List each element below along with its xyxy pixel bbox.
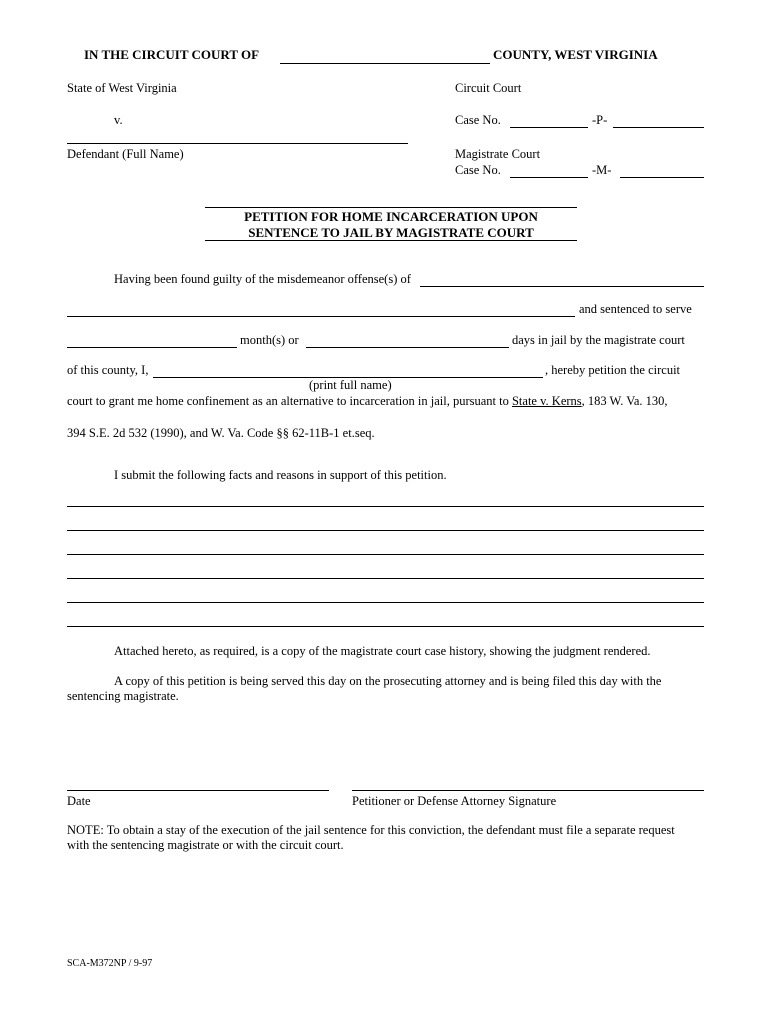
versus-label: v.: [114, 113, 123, 127]
magistrate-case-year-field[interactable]: [510, 163, 588, 178]
title-rule-bottom: [205, 240, 577, 241]
facts-line-4[interactable]: [67, 578, 704, 579]
attached-text: Attached hereto, as required, is a copy of the magistrate court case history, showing the judgment rendered.: [114, 644, 651, 658]
plaintiff-label: State of West Virginia: [67, 81, 177, 95]
offense-field-continued[interactable]: [67, 302, 575, 317]
circuit-case-year-field[interactable]: [510, 113, 588, 128]
circuit-case-sep: -P-: [592, 113, 608, 127]
days-text: days in jail by the magistrate court: [512, 333, 685, 347]
circuit-court-label: Circuit Court: [455, 81, 522, 95]
citation-rest: , 183 W. Va. 130,: [581, 394, 668, 408]
confinement-text: [67, 394, 668, 409]
offense-intro: Having been found guilty of the misdemeanor offense(s) of: [114, 272, 411, 286]
served-line-1: A copy of this petition is being served this day on the prosecuting attorney and is being filed this day with the: [114, 674, 662, 688]
citation-line-2: 394 S.E. 2d 532 (1990), and W. Va. Code §§ 62-11B-1 et.seq.: [67, 426, 375, 440]
signature-field[interactable]: [352, 790, 704, 791]
defendant-label: Defendant (Full Name): [67, 147, 184, 161]
county-name-field[interactable]: [280, 49, 490, 64]
offense-field[interactable]: [420, 272, 704, 287]
sentenced-text: and sentenced to serve: [579, 302, 692, 316]
county-text: of this county, I,: [67, 363, 149, 377]
petitioner-name-field[interactable]: [153, 363, 543, 378]
title-rule-top: [205, 207, 577, 208]
petition-text: , hereby petition the circuit: [545, 363, 681, 377]
facts-line-2[interactable]: [67, 530, 704, 531]
confinement-main: court to grant me home confinement as an alternative to incarceration in jail, pursuant to: [67, 394, 509, 408]
facts-line-3[interactable]: [67, 554, 704, 555]
signature-label: Petitioner or Defense Attorney Signature: [352, 794, 557, 808]
facts-line-1[interactable]: [67, 506, 704, 507]
months-text: month(s) or: [240, 333, 299, 347]
note-line-2: with the sentencing magistrate or with the circuit court.: [67, 838, 344, 852]
date-label: Date: [67, 794, 91, 808]
magistrate-court-label: Magistrate Court: [455, 147, 541, 161]
circuit-case-number-field[interactable]: [613, 113, 704, 128]
magistrate-case-number-field[interactable]: [620, 163, 704, 178]
served-line-2: sentencing magistrate.: [67, 689, 179, 703]
court-prefix: IN THE CIRCUIT COURT OF: [84, 47, 260, 62]
days-field[interactable]: [306, 333, 509, 348]
print-name-label: (print full name): [309, 378, 392, 392]
magistrate-case-sep: -M-: [592, 163, 612, 177]
defendant-name-field[interactable]: [67, 143, 408, 144]
form-id: SCA-M372NP / 9-97: [67, 958, 153, 969]
facts-intro: I submit the following facts and reasons in support of this petition.: [114, 468, 447, 482]
county-suffix: COUNTY, WEST VIRGINIA: [493, 47, 658, 62]
note-line-1: NOTE: To obtain a stay of the execution of the jail sentence for this conviction, the defendant must file a separate request: [67, 823, 675, 837]
circuit-case-no-label: Case No.: [455, 113, 501, 127]
case-citation: State v. Kerns: [511, 394, 582, 408]
title-line-1: PETITION FOR HOME INCARCERATION UPON: [244, 209, 538, 224]
magistrate-case-no-label: Case No.: [455, 163, 501, 177]
facts-line-5[interactable]: [67, 602, 704, 603]
months-field[interactable]: [67, 333, 237, 348]
date-field[interactable]: [67, 790, 329, 791]
title-line-2: SENTENCE TO JAIL BY MAGISTRATE COURT: [248, 225, 534, 240]
facts-line-6[interactable]: [67, 626, 704, 627]
